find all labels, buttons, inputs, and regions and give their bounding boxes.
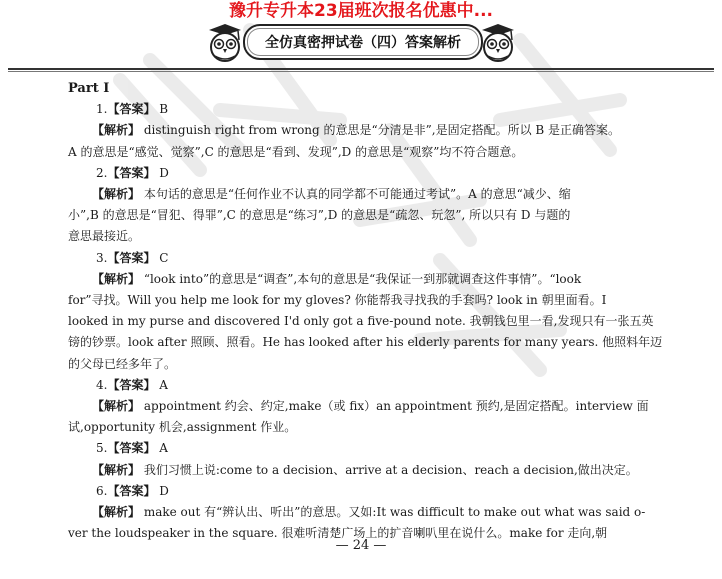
answer-line (68, 438, 658, 459)
answer-line (68, 99, 658, 120)
answer-tag: 【答案】 (107, 483, 156, 498)
answer-content (68, 78, 663, 544)
answer-value: D (155, 483, 169, 498)
header-rule (8, 68, 714, 70)
answer-line (68, 481, 658, 502)
explanation-continuation: 试,opportunity 机会,assignment 作业。 (68, 420, 297, 435)
explanation-line (68, 269, 658, 290)
explanation-continuation: for”寻找。Will you help me look for my gloves? 你能帮我寻找我的手套吗? look in 朝里面看。I (68, 293, 607, 308)
explanation-line (68, 460, 658, 481)
explanation-text: distinguish right from wrong 的意思是“分清是非”,是固定搭配。所以 B 是正确答案。 (140, 123, 621, 138)
explanation-text: 我们习惯上说:come to a decision、arrive at a decision、reach a decision,做出决定。 (140, 462, 638, 477)
explanation-tag: 【解析】 (92, 123, 141, 138)
answer-line (68, 248, 658, 269)
explanation-line (68, 184, 658, 205)
owl-mascot-icon (205, 20, 245, 64)
explanation-line (68, 396, 658, 417)
question-number: 4. (96, 377, 108, 392)
explanation-continuation: ver the loudspeaker in the square. 很难听清楚广场上的扩音喇叭里在说什么。make for 走向,朝 (68, 526, 608, 541)
answer-key-title: 全仿真密押试卷（四）答案解析 (243, 24, 483, 60)
answer-value: D (155, 165, 169, 180)
explanation-text: appointment 约会、约定,make（或 fix）an appointment 预约,是固定搭配。interview 面 (140, 399, 649, 414)
owl-mascot-icon (478, 20, 518, 64)
explanation-tag: 【解析】 (92, 399, 141, 414)
answer-value: C (155, 250, 169, 265)
explanation-tag: 【解析】 (92, 462, 141, 477)
answer-tag: 【答案】 (107, 250, 156, 265)
title-banner (0, 20, 722, 64)
promo-banner-text: 豫升专升本23届班次报名优惠中... (228, 1, 494, 21)
explanation-text: make out 有“辨认出、听出”的意思。又如:It was difficult to make out what was said o- (140, 505, 646, 520)
explanation-text: 本句话的意思是“任何作业不认真的同学都不可能通过考试”。A 的意思“减少、缩 (140, 187, 571, 202)
explanation-continuation: 的父母已经多年了。 (68, 356, 177, 371)
answer-tag: 【答案】 (107, 165, 156, 180)
explanation-continuation: 镑的钞票。look after 照顾、照看。He has looked after his elderly parents for many years. 他照料年迈 (68, 335, 663, 350)
explanation-continuation: 小”,B 的意思是“冒犯、得罪”,C 的意思是“练习”,D 的意思是“疏忽、玩忽”, 所以只有 D 与题的 (68, 208, 571, 223)
explanation-tag: 【解析】 (92, 505, 141, 520)
question-number: 6. (96, 483, 108, 498)
explanation-line (68, 120, 658, 141)
answer-value: A (155, 377, 168, 392)
header-rule-thin (8, 71, 714, 72)
question-number: 3. (96, 250, 108, 265)
answer-tag: 【答案】 (107, 102, 156, 117)
explanation-tag: 【解析】 (92, 271, 141, 286)
answer-line (68, 163, 658, 184)
question-number: 5. (96, 441, 108, 456)
explanation-continuation: 意思最接近。 (68, 229, 141, 244)
question-number: 1. (96, 102, 108, 117)
explanation-continuation: A 的意思是“感觉、觉察”,C 的意思是“看到、发现”,D 的意思是“观察”均不符合题意。 (68, 144, 524, 159)
answer-value: B (155, 102, 169, 117)
page-number: — 24 — (335, 538, 387, 553)
answer-lines (68, 99, 663, 544)
answer-tag: 【答案】 (107, 377, 156, 392)
answer-tag: 【答案】 (107, 441, 156, 456)
part-title: Part Ⅰ (68, 81, 110, 96)
answer-line (68, 375, 658, 396)
explanation-text: “look into”的意思是“调查”,本句的意思是“我保证一到那就调查这件事情”。“look (140, 271, 582, 286)
question-number: 2. (96, 165, 108, 180)
answer-value: A (155, 441, 168, 456)
explanation-line (68, 502, 658, 523)
explanation-continuation: looked in my purse and discovered I'd only got a five-pound note. 我朝钱包里一看,发现只有一张五英 (68, 314, 654, 329)
explanation-tag: 【解析】 (92, 187, 141, 202)
